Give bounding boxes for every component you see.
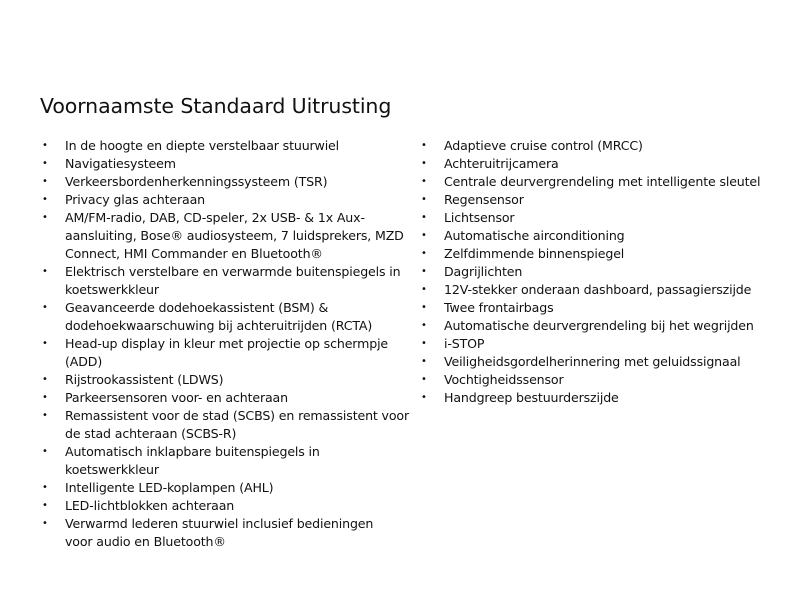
bullet-icon: •	[421, 392, 427, 403]
equipment-list-item	[420, 299, 760, 317]
equipment-item-text: Vochtigheidssensor	[444, 372, 564, 387]
equipment-item-text: Rijstrookassistent (LDWS)	[65, 372, 224, 387]
equipment-list-item	[41, 173, 411, 191]
bullet-icon: •	[421, 248, 427, 259]
equipment-item-text: Achteruitrijcamera	[444, 156, 559, 171]
equipment-list-right	[420, 137, 760, 407]
equipment-item-text: In de hoogte en diepte verstelbaar stuurwiel	[65, 138, 339, 153]
bullet-icon: •	[421, 158, 427, 169]
equipment-list-item	[41, 335, 411, 371]
equipment-item-text: Centrale deurvergrendeling met intelligente sleutel	[444, 174, 761, 189]
equipment-list-item	[420, 263, 760, 281]
bullet-icon: •	[421, 356, 427, 367]
equipment-list-item	[41, 263, 411, 299]
equipment-item-text: koetswerkkleur	[65, 462, 159, 477]
equipment-list-item	[420, 353, 760, 371]
equipment-list-item	[41, 497, 411, 515]
equipment-item-text: Geavanceerde dodehoekassistent (BSM) &	[65, 300, 329, 315]
bullet-icon: •	[42, 176, 48, 187]
equipment-item-text: koetswerkkleur	[65, 282, 159, 297]
equipment-item-text: Lichtsensor	[444, 210, 515, 225]
equipment-item-text: dodehoekwaarschuwing bij achteruitrijden (RCTA)	[65, 318, 373, 333]
bullet-icon: •	[42, 392, 48, 403]
bullet-icon: •	[42, 500, 48, 511]
equipment-item-text: 12V-stekker onderaan dashboard, passagierszijde	[444, 282, 752, 297]
equipment-list-item	[41, 407, 411, 443]
equipment-list-item	[420, 317, 760, 335]
bullet-icon: •	[421, 302, 427, 313]
bullet-icon: •	[42, 518, 48, 529]
equipment-item-text: LED-lichtblokken achteraan	[65, 498, 235, 513]
equipment-list-left	[41, 137, 411, 551]
equipment-item-text: Twee frontairbags	[444, 300, 554, 315]
equipment-list-item	[41, 155, 411, 173]
equipment-item-text: Remassistent voor de stad (SCBS) en remassistent voor	[65, 408, 409, 423]
bullet-icon: •	[42, 374, 48, 385]
equipment-item-text: de stad achteraan (SCBS-R)	[65, 426, 237, 441]
equipment-list-item	[41, 515, 411, 551]
bullet-icon: •	[421, 266, 427, 277]
bullet-icon: •	[42, 302, 48, 313]
equipment-list-item	[41, 389, 411, 407]
bullet-icon: •	[421, 230, 427, 241]
equipment-item-text: Adaptieve cruise control (MRCC)	[444, 138, 643, 153]
equipment-item-text: Verwarmd lederen stuurwiel inclusief bedieningen	[65, 516, 374, 531]
equipment-list-item	[41, 479, 411, 497]
bullet-icon: •	[42, 482, 48, 493]
equipment-list-item	[420, 245, 760, 263]
equipment-list-item	[41, 299, 411, 335]
equipment-list-item	[420, 191, 760, 209]
equipment-list-item	[420, 371, 760, 389]
equipment-item-text: voor audio en Bluetooth®	[65, 534, 226, 549]
equipment-item-text: Intelligente LED-koplampen (AHL)	[65, 480, 274, 495]
bullet-icon: •	[42, 338, 48, 349]
equipment-item-text: Handgreep bestuurderszijde	[444, 390, 619, 405]
equipment-list-item	[420, 173, 760, 191]
equipment-item-text: Verkeersbordenherkenningssysteem (TSR)	[65, 174, 328, 189]
equipment-item-text: Automatische airconditioning	[444, 228, 625, 243]
equipment-item-text: i-STOP	[444, 336, 485, 351]
equipment-item-text: (ADD)	[65, 354, 103, 369]
bullet-icon: •	[42, 410, 48, 421]
page-title: Voornaamste Standaard Uitrusting	[40, 94, 392, 118]
equipment-list-item	[41, 209, 411, 263]
equipment-list-item	[420, 335, 760, 353]
equipment-list-item	[420, 389, 760, 407]
equipment-item-text: AM/FM-radio, DAB, CD-speler, 2x USB- & 1x Aux-	[65, 210, 365, 225]
equipment-list-item	[420, 209, 760, 227]
equipment-item-text: Connect, HMI Commander en Bluetooth®	[65, 246, 323, 261]
equipment-item-text: Automatische deurvergrendeling bij het wegrijden	[444, 318, 754, 333]
equipment-item-text: Parkeersensoren voor- en achteraan	[65, 390, 288, 405]
equipment-item-text: Zelfdimmende binnenspiegel	[444, 246, 625, 261]
equipment-list-item	[420, 155, 760, 173]
bullet-icon: •	[42, 212, 48, 223]
equipment-list-item	[41, 443, 411, 479]
equipment-item-text: aansluiting, Bose® audiosysteem, 7 luidsprekers, MZD	[65, 228, 404, 243]
equipment-item-text: Privacy glas achteraan	[65, 192, 205, 207]
equipment-item-text: Automatisch inklapbare buitenspiegels in	[65, 444, 320, 459]
equipment-item-text: Navigatiesysteem	[65, 156, 176, 171]
bullet-icon: •	[421, 338, 427, 349]
bullet-icon: •	[421, 374, 427, 385]
equipment-list-item	[420, 227, 760, 245]
equipment-list-item	[41, 191, 411, 209]
equipment-item-text: Head-up display in kleur met projectie op schermpje	[65, 336, 389, 351]
equipment-item-text: Dagrijlichten	[444, 264, 523, 279]
bullet-icon: •	[421, 320, 427, 331]
bullet-icon: •	[42, 194, 48, 205]
equipment-list-item	[420, 281, 760, 299]
bullet-icon: •	[421, 212, 427, 223]
equipment-list-item	[41, 371, 411, 389]
bullet-icon: •	[421, 194, 427, 205]
equipment-item-text: Regensensor	[444, 192, 524, 207]
bullet-icon: •	[42, 140, 48, 151]
bullet-icon: •	[421, 284, 427, 295]
bullet-icon: •	[421, 140, 427, 151]
equipment-item-text: Elektrisch verstelbare en verwarmde buitenspiegels in	[65, 264, 401, 279]
bullet-icon: •	[42, 446, 48, 457]
bullet-icon: •	[42, 266, 48, 277]
equipment-item-text: Veiligheidsgordelherinnering met geluidssignaal	[444, 354, 741, 369]
bullet-icon: •	[421, 176, 427, 187]
bullet-icon: •	[42, 158, 48, 169]
equipment-list-item	[41, 137, 411, 155]
equipment-list-item	[420, 137, 760, 155]
